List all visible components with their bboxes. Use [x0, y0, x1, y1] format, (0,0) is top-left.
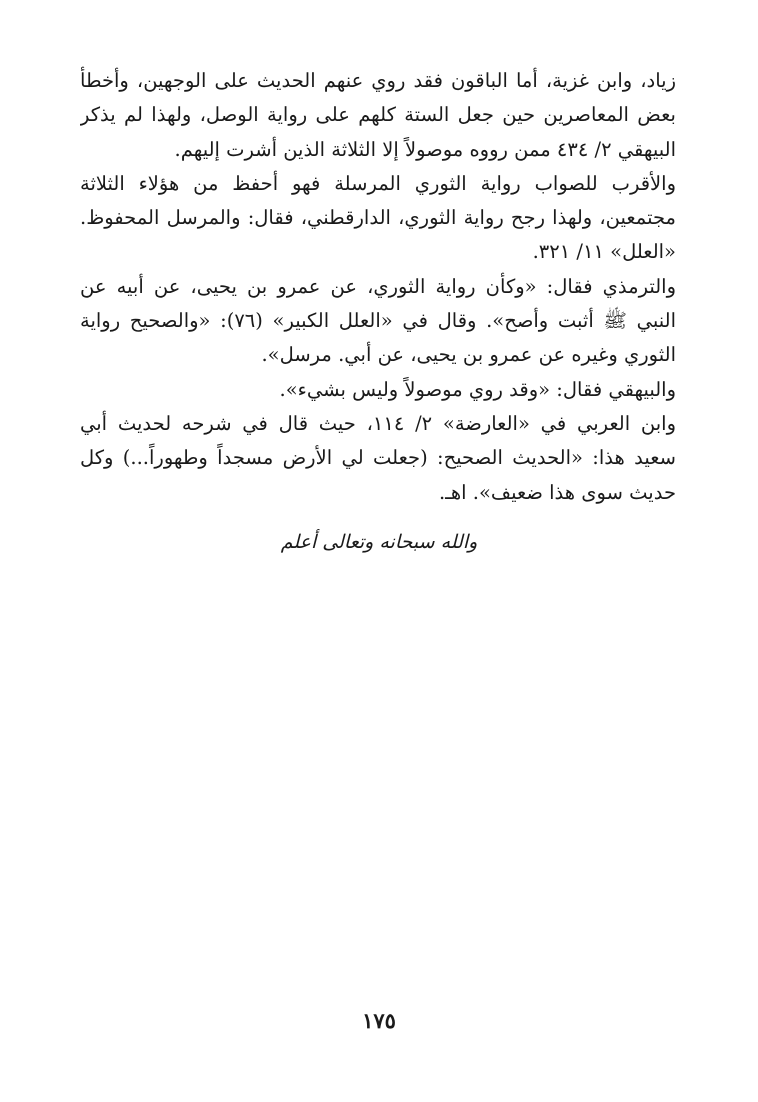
text-line-2: بعض المعاصرين حين جعل الستة كلهم على رواية الوصل، ولهذا لم يذكر	[80, 103, 676, 127]
text-line-11: وابن العربي في «العارضة» ٢/ ١١٤، حيث قال في شرحه لحديث أبي	[80, 411, 676, 435]
text-line-13: حديث سوى هذا ضعيف». اهـ.	[438, 480, 676, 504]
text-line-5: مجتمعين، ولهذا رجح رواية الثوري، الدارقطني، فقال: والمرسل المحفوظ.	[80, 206, 676, 230]
text-line-10: والبيهقي فقال: «وقد روي موصولاً وليس بشيء».	[279, 377, 676, 401]
text-line-7: والترمذي فقال: «وكأن رواية الثوري، عن عمرو بن يحيى، عن أبيه عن	[80, 274, 676, 298]
body-text	[80, 64, 676, 510]
text-line-1: زياد، وابن غزية، أما الباقون فقد روي عنهم الحديث على الوجهين، وأخطأ	[80, 69, 676, 92]
text-line-9: الثوري وغيره عن عمرو بن يحيى، عن أبي. مرسل».	[261, 343, 676, 367]
page-number: ١٧٥	[362, 1008, 396, 1033]
text-line-4: والأقرب للصواب رواية الثوري المرسلة فهو أحفظ من هؤلاء الثلاثة	[80, 171, 676, 195]
closing-phrase: والله سبحانه وتعالى أعلم	[280, 531, 478, 553]
text-line-12: سعيد هذا: «الحديث الصحيح: (جعلت لي الأرض مسجداً وطهوراً...) وكل	[80, 446, 676, 470]
text-line-6: «العلل» ١١/ ٣٢١.	[532, 240, 676, 264]
text-line-8: النبي ﷺ أثبت وأصح». وقال في «العلل الكبير» (٧٦): «والصحيح رواية	[80, 309, 676, 333]
text-line-3: البيهقي ٢/ ٤٣٤ ممن رووه موصولاً إلا الثلاثة الذين أشرت إليهم.	[174, 137, 676, 161]
